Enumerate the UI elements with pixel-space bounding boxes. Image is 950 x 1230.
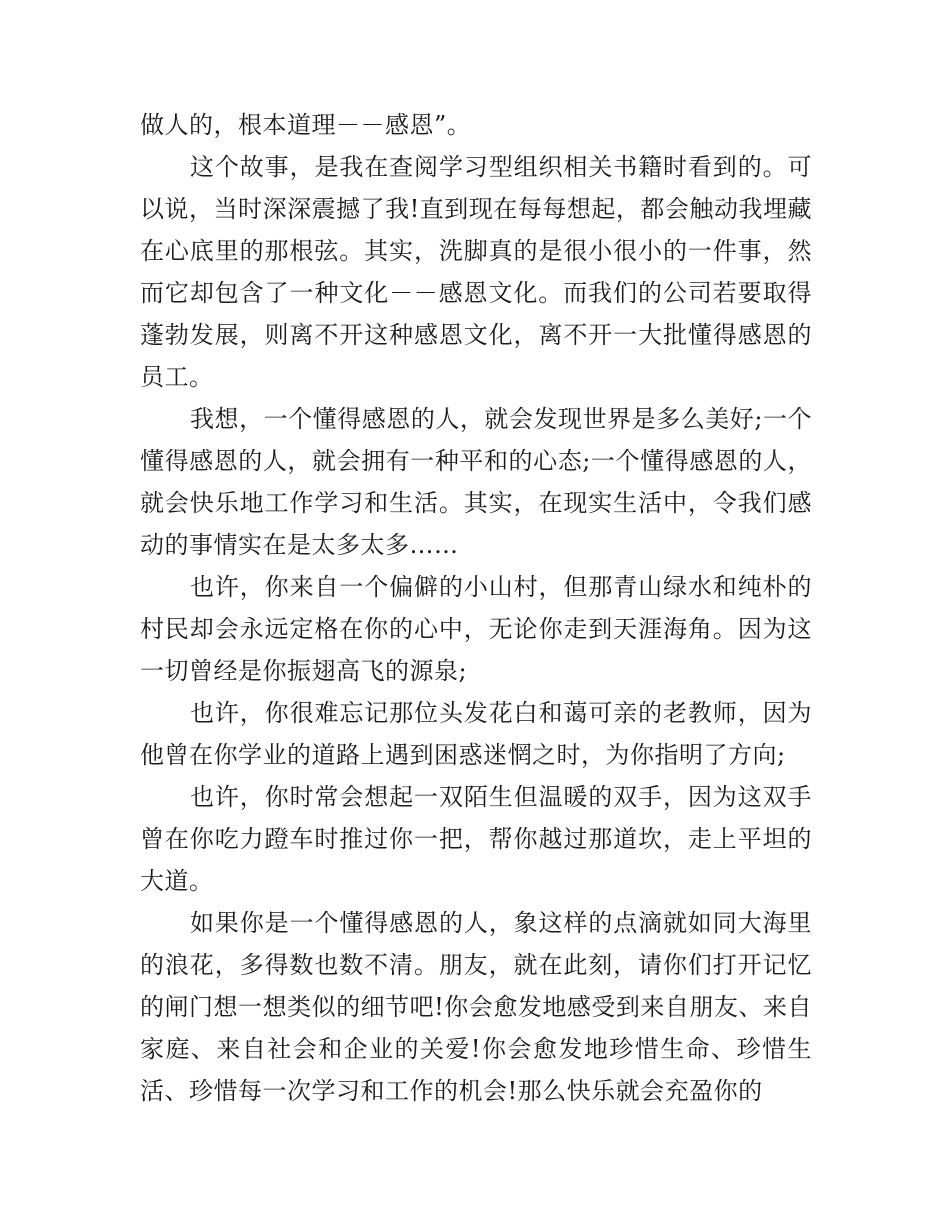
paragraph-7: 如果你是一个懂得感恩的人，象这样的点滴就如同大海里的浪花，多得数也数不清。朋友，就在此刻，请你们打开记忆的闸门想一想类似的细节吧!你会愈发地感受到来自朋友、来自家庭、来自社会和企业的关爱!你会愈发地珍惜生命、珍惜生活、珍惜每一次学习和工作的机会!那么快乐就会充盈你的 [140, 909, 812, 1105]
paragraph-6: 也许，你时常会想起一双陌生但温暖的双手，因为这双手曾在你吃力蹬车时推过你一把，帮你越过那道坎，走上平坦的大道。 [140, 783, 812, 895]
paragraph-1: 做人的，根本道理－－感恩”。 [140, 111, 472, 139]
document-body [140, 104, 812, 1112]
paragraph-4: 也许，你来自一个偏僻的小山村，但那青山绿水和纯朴的村民却会永远定格在你的心中，无论你走到天涯海角。因为这一切曾经是你振翅高飞的源泉; [140, 573, 812, 685]
paragraph-5: 也许，你很难忘记那位头发花白和蔼可亲的老教师，因为他曾在你学业的道路上遇到困惑迷惘之时，为你指明了方向; [140, 699, 812, 769]
paragraph-2: 这个故事，是我在查阅学习型组织相关书籍时看到的。可以说，当时深深震撼了我!直到现在每每想起，都会触动我埋藏在心底里的那根弦。其实，洗脚真的是很小很小的一件事，然而它却包含了一种文化－－感恩文化。而我们的公司若要取得蓬勃发展，则离不开这种感恩文化，离不开一大批懂得感恩的员工。 [140, 153, 812, 391]
paragraph-3: 我想，一个懂得感恩的人，就会发现世界是多么美好;一个懂得感恩的人，就会拥有一种平和的心态;一个懂得感恩的人，就会快乐地工作学习和生活。其实，在现实生活中，令我们感动的事情实在是太多太多…… [140, 405, 812, 559]
